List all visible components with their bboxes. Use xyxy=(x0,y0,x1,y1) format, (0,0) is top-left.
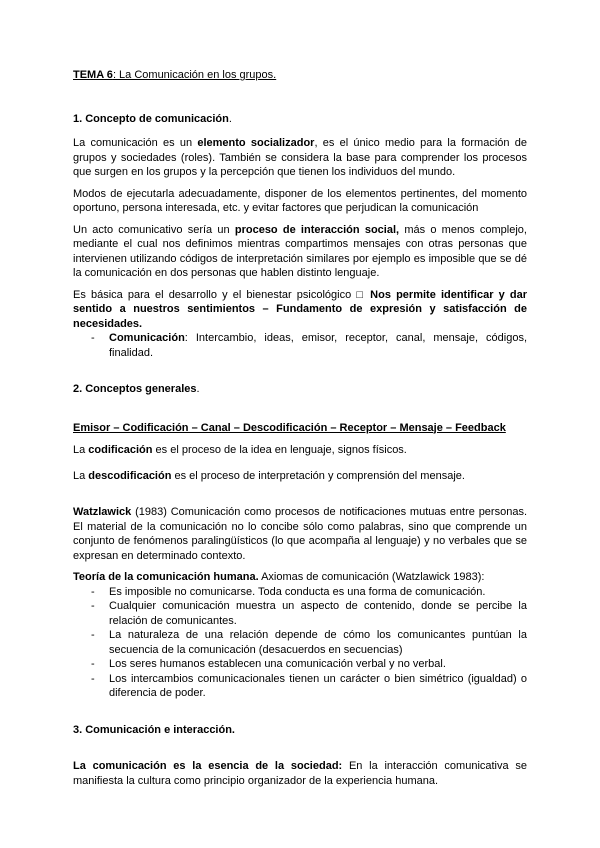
codificacion-definition xyxy=(73,443,527,458)
section-1-heading xyxy=(73,112,527,127)
s1-p1-bold: elemento socializador xyxy=(197,137,315,149)
descodificacion-definition xyxy=(73,469,527,484)
list-item: - Los seres humanos establecen una comunicación verbal y no verbal. xyxy=(73,657,527,672)
section-3-heading: 3. Comunicación e interacción. xyxy=(73,723,235,736)
watz-bold: Watzlawick xyxy=(73,506,132,518)
teoria-bold: Teoría de la comunicación humana. xyxy=(73,571,259,583)
section-1-heading-end: . xyxy=(228,112,232,125)
decod-text-c: es el proceso de interpretación y comprensión del mensaje. xyxy=(171,469,465,482)
cod-text-c: es el proceso de la idea en lenguaje, signos físicos. xyxy=(152,444,407,456)
s1-bullet-list xyxy=(73,331,527,360)
list-item: - Es imposible no comunicarse. Toda conducta es una forma de comunicación. xyxy=(73,585,527,600)
s1-bullet-bold: Comunicación xyxy=(109,332,185,344)
s1-p1-text-a: La comunicación es un xyxy=(73,137,198,149)
s1-p4-bold: Nos permite identificar y dar sentido a nuestros sentimientos – Fundamento de expresión y satisfacción de necesidades. xyxy=(73,288,527,330)
list-item: - La naturaleza de una relación depende de cómo los comunicantes puntúan la secuencia de la comunicación (desacuerdos en secuencias) xyxy=(73,628,527,657)
communication-chain: Emisor – Codificación – Canal – Descodificación – Receptor – Mensaje – Feedback xyxy=(73,421,506,434)
s1-paragraph-1 xyxy=(73,136,527,180)
s1-bullet-text: : Intercambio, ideas, emisor, receptor, canal, mensaje, códigos, finalidad. xyxy=(109,332,527,359)
decod-bold: descodificación xyxy=(88,469,172,482)
s1-p4-text-a: Es básica para el desarrollo y el bienestar psicológico xyxy=(73,288,357,301)
s3-paragraph-1 xyxy=(73,759,527,788)
cod-text-a: La xyxy=(73,444,89,456)
arrow-icon: □ xyxy=(356,288,366,301)
axioms-list xyxy=(73,585,527,701)
teoria-paragraph xyxy=(73,570,527,585)
list-item xyxy=(73,331,527,360)
s1-paragraph-2: Modos de ejecutarla adecuadamente, disponer de los elementos pertinentes, del momento oportuno, persona interesada, etc. y evitar factores que perjudican la comunicación xyxy=(73,187,527,214)
list-item: - Cualquier comunicación muestra un aspecto de contenido, donde se percibe la relación de comunicantes. xyxy=(73,599,527,628)
s3-p1-bold: La comunicación es la esencia de la sociedad: xyxy=(73,760,343,772)
section-1-heading-text: 1. Concepto de comunicación xyxy=(73,112,229,125)
title-topic: TEMA 6 xyxy=(73,69,113,81)
s1-p3-text-a: Un acto comunicativo sería un xyxy=(73,223,235,236)
watz-text: (1983) Comunicación como procesos de notificaciones mutuas entre personas. El material de la comunicación no lo concibe sólo como palabras, sino que comprende un conjunto de fenómenos paralingüísticos (lo que acompaña al lenguaje) y no verbales que se expresan en determinado contexto. xyxy=(73,506,527,562)
s1-p1-text-c: , es el único medio para la formación de grupos y sociedades (roles). También se considera la base para comprender los procesos que surgen en los grupos y la percepción que tienen los individuos del mundo. xyxy=(73,137,527,178)
s3-p1-text: En la interacción comunicativa se manifiesta la cultura como principio organizador de la experiencia humana. xyxy=(73,760,527,787)
page-title xyxy=(73,68,527,83)
decod-text-a: La xyxy=(73,469,89,482)
s1-paragraph-3 xyxy=(73,223,527,281)
teoria-text: Axiomas de comunicación (Watzlawick 1983): xyxy=(258,571,485,583)
s1-p3-text-c: más o menos complejo, mediante el cual nos definimos mientras compartimos mensajes con otras personas que intervienen utilizando códigos de interpretación similares por ejemplo es imposible que se dé la comunicación en dos personas que hablen distinto lenguaje. xyxy=(73,223,527,279)
section-2-heading xyxy=(73,382,527,397)
watzlawick-paragraph xyxy=(73,505,527,563)
s1-p3-bold: proceso de interacción social, xyxy=(234,223,400,236)
list-item: - Los intercambios comunicacionales tienen un carácter o bien simétrico (igualdad) o diferencia de poder. xyxy=(73,672,527,701)
section-2-heading-end: . xyxy=(196,383,200,395)
s1-paragraph-4 xyxy=(73,288,527,332)
section-2-heading-text: 2. Conceptos generales xyxy=(73,383,197,395)
cod-bold: codificación xyxy=(88,444,153,456)
title-text: : La Comunicación en los grupos. xyxy=(112,69,277,81)
